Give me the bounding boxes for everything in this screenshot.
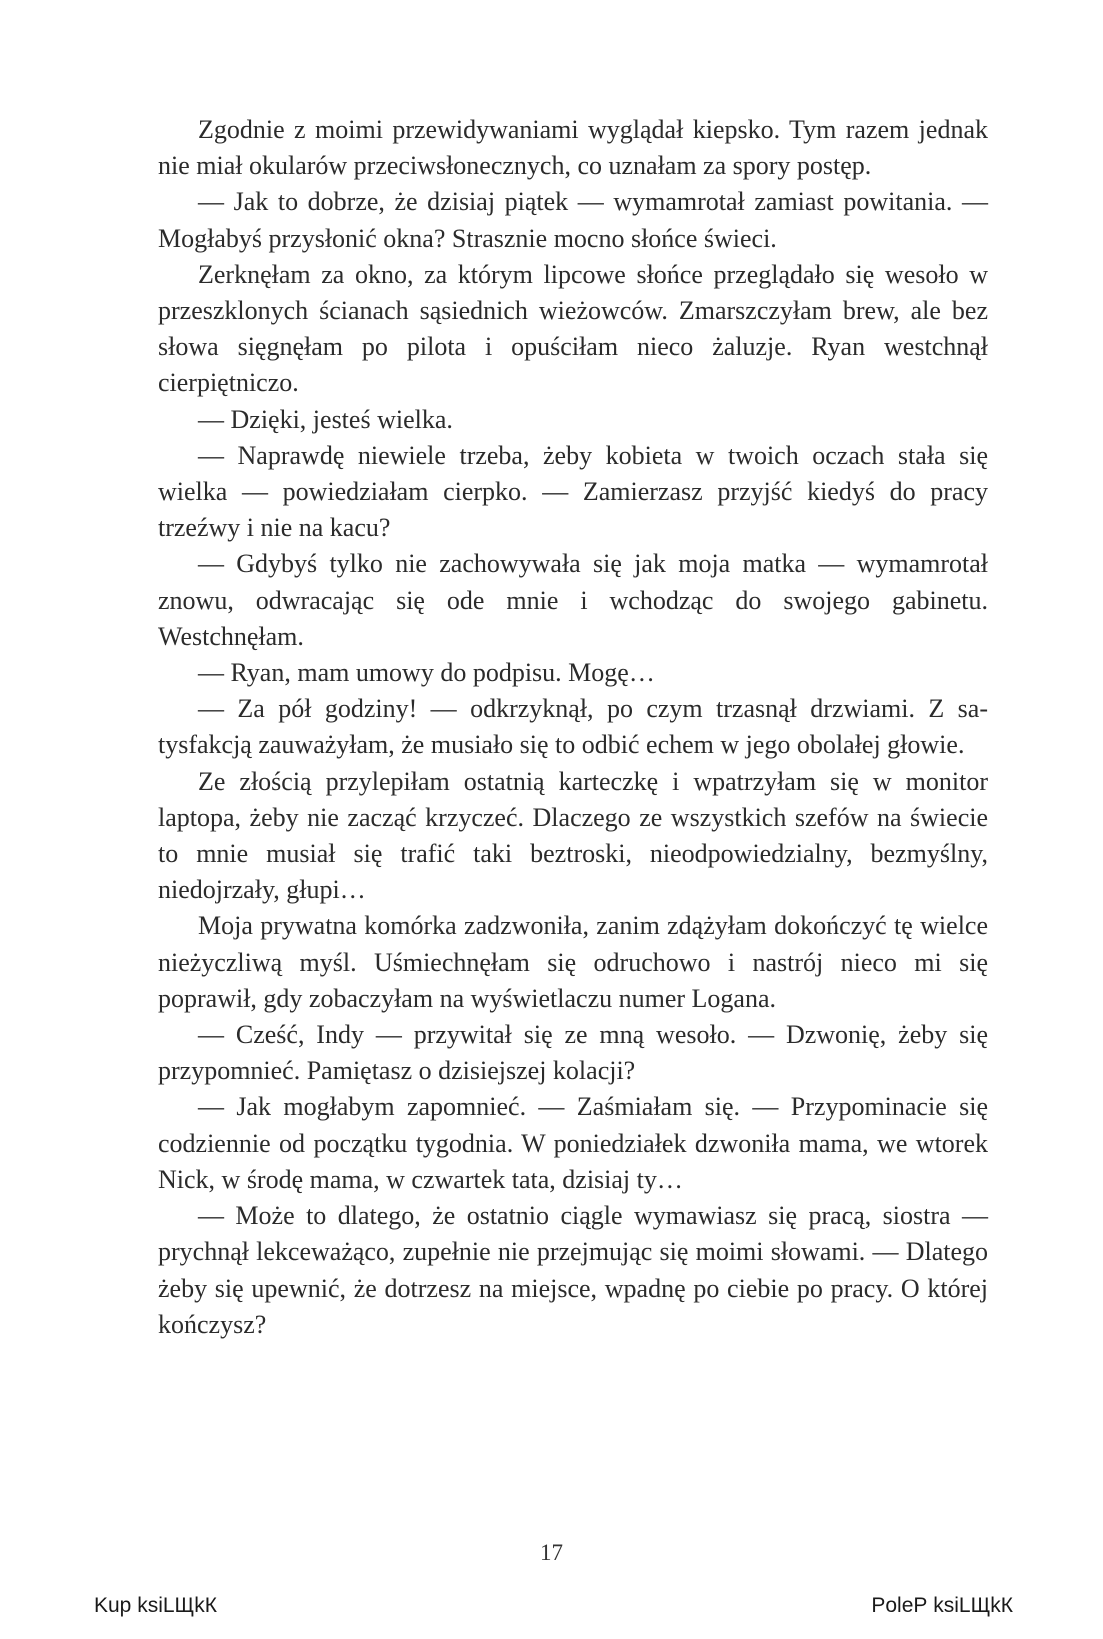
footer-buy-book-link[interactable]: Kup ksiLЩkК: [94, 1594, 217, 1617]
page-body-text: [158, 112, 988, 1343]
paragraph: — Jak to dobrze, że dzisiaj piątek — wymamrotał zamiast powitania. — Mogłabyś przysłonić okna? Strasznie mocno słońce świeci.: [158, 187, 988, 253]
paragraph: — Jak mogłabym zapomnieć. — Zaśmiałam się. — Przypominacie się codziennie od początku tygodnia. W poniedziałek dzwoniła mama, we wtorek Nick, w środę mama, w czwartek tata, dzisiaj ty…: [158, 1092, 988, 1194]
paragraph: — Ryan, mam umowy do podpisu. Mogę…: [198, 658, 655, 688]
paragraph: — Dzięki, jesteś wielka.: [198, 404, 453, 434]
paragraph: Moja prywatna komórka zadzwoniła, zanim zdążyłam dokończyć tę wielce nieżyczliwą myśl. Uśmiechnęłam się odruchowo i nastrój nieco mi się poprawił, gdy zobaczyłam na wyświetlaczu numer Logana.: [158, 911, 988, 1013]
footer-recommend-book-link[interactable]: PoleР ksiLЩkК: [871, 1594, 1013, 1617]
page-number: 17: [540, 1540, 563, 1565]
paragraph: — Za pół godziny! — odkrzyknął, po czym trzasnął drzwiami. Z satysfakcją zauważyłam, że musiało się to odbić echem w jego obolałej głowie.: [158, 694, 988, 760]
paragraph: Zgodnie z moimi przewidywaniami wyglądał kiepsko. Tym razem jednak nie miał okularów przeciwsłonecznych, co uznałam za spory postęp.: [158, 115, 988, 181]
paragraph: Zerknęłam za okno, za którym lipcowe słońce przeglądało się wesoło w przeszklonych ścianach sąsiednich wieżowców. Zmarszczyłam brew, ale bez słowa sięgnęłam po pilota i opuściłam nieco żaluzje. Ryan westchnął cierpiętniczo.: [158, 259, 988, 398]
paragraph: — Cześć, Indy — przywitał się ze mną wesoło. — Dzwonię, żeby się przypomnieć. Pamiętasz o dzisiejszej kolacji?: [158, 1020, 988, 1086]
paragraph: — Gdybyś tylko nie zachowywała się jak moja matka — wymamrotał znowu, odwracając się ode mnie i wchodząc do swojego gabinetu. Westchnęłam.: [158, 549, 988, 651]
paragraph: — Naprawdę niewiele trzeba, żeby kobieta w twoich oczach stała się wielka — powiedziałam cierpko. — Zamierzasz przyjść kiedyś do pracy trzeźwy i nie na kacu?: [158, 440, 988, 543]
paragraph: Ze złością przylepiłam ostatnią karteczkę i wpatrzyłam się w monitor laptopa, żeby nie zacząć krzyczeć. Dlaczego ze wszystkich szefów na świecie to mnie musiał się trafić taki beztroski, nieodpowiedzialny, bezmyślny, niedojrzały, głupi…: [158, 766, 988, 905]
paragraph: — Może to dlatego, że ostatnio ciągle wymawiasz się pracą, siostra — prychnął lekceważąco, zupełnie nie przejmując się moimi słowami. — Dlatego żeby się upewnić, że dotrzesz na miejsce, wpadnę po ciebie po pracy. O której kończysz?: [158, 1201, 988, 1339]
